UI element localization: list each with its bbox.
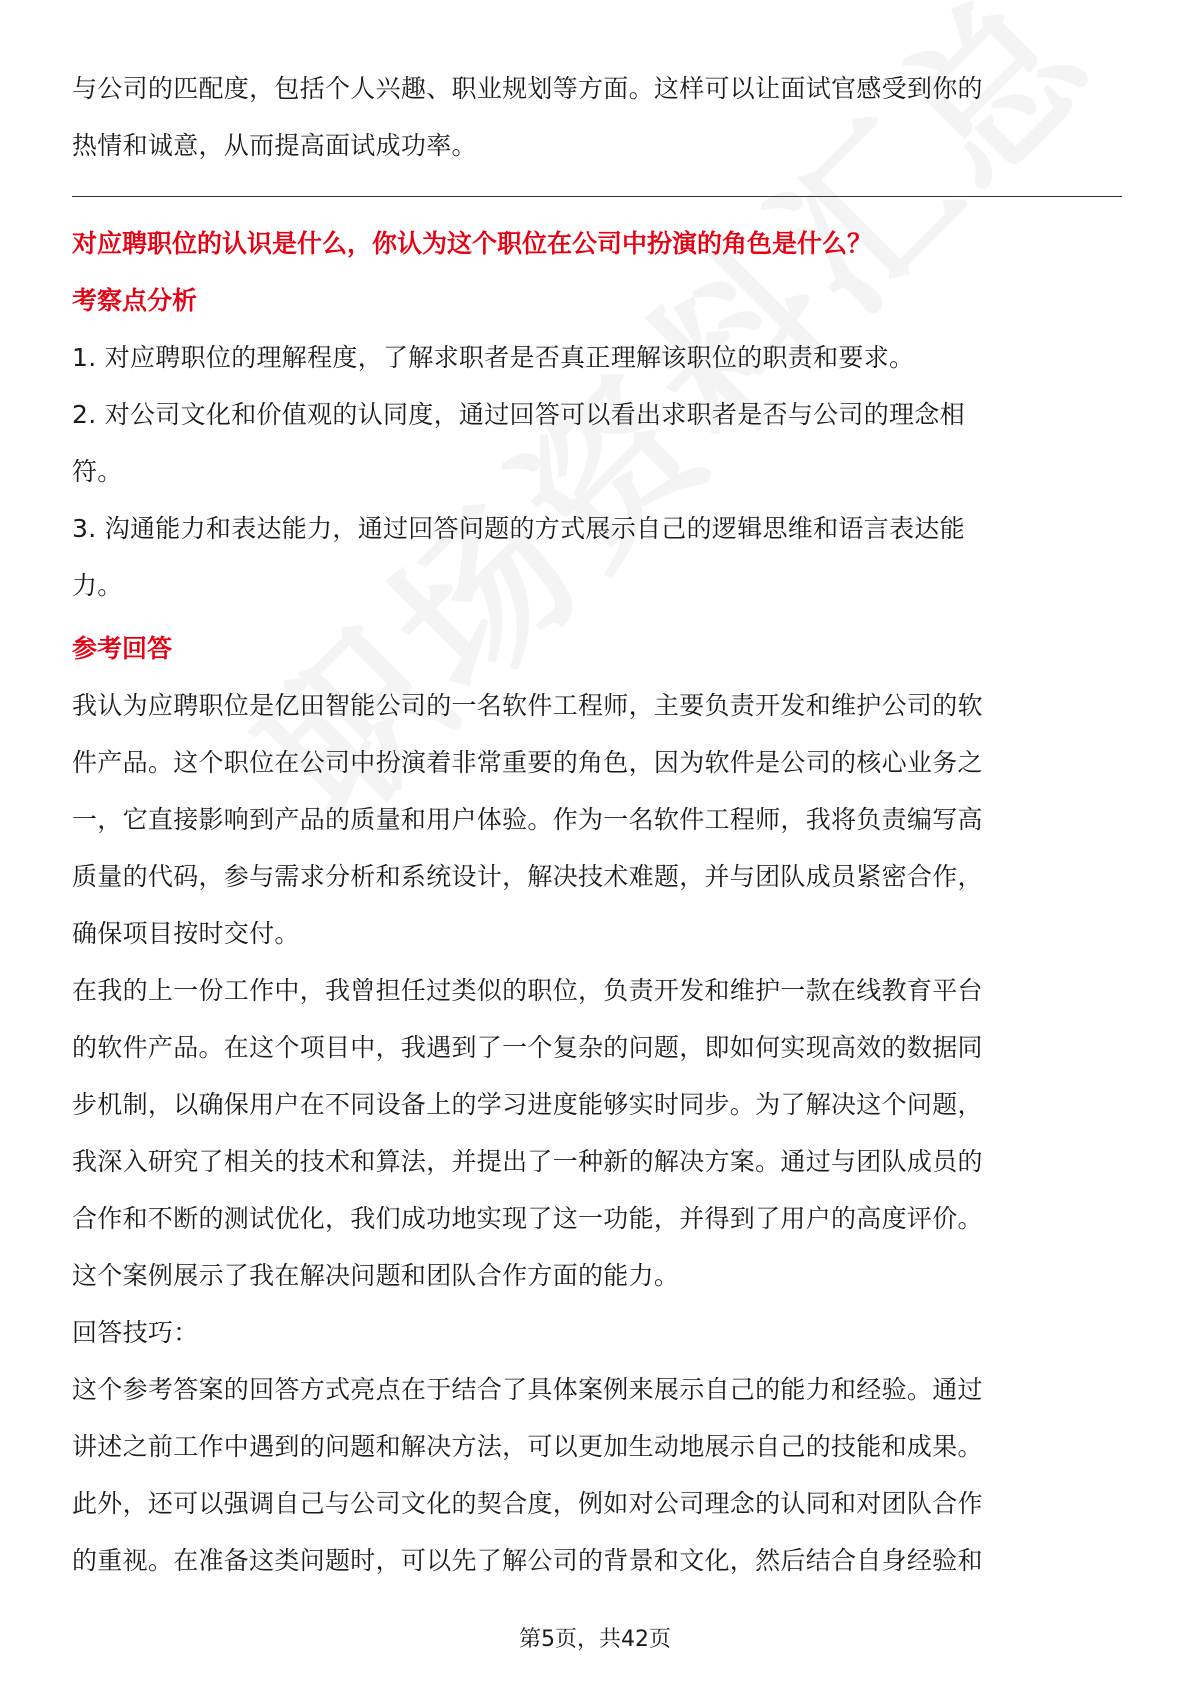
question-heading: 对应聘职位的认识是什么，你认为这个职位在公司中扮演的角色是什么？: [72, 229, 873, 258]
section-divider: [72, 196, 1122, 197]
analysis-points: [72, 329, 1122, 614]
reference-line: 件产品。这个职位在公司中扮演着非常重要的角色，因为软件是公司的核心业务之: [72, 748, 983, 777]
reference-answer: [72, 677, 1122, 1589]
intro-line: 与公司的匹配度，包括个人兴趣、职业规划等方面。这样可以让面试官感受到你的: [72, 74, 983, 103]
reference-line: 确保项目按时交付。: [72, 919, 300, 948]
reference-line: 我深入研究了相关的技术和算法，并提出了一种新的解决方案。通过与团队成员的: [72, 1147, 983, 1176]
reference-line: 这个案例展示了我在解决问题和团队合作方面的能力。: [72, 1261, 680, 1290]
reference-line: 的软件产品。在这个项目中，我遇到了一个复杂的问题，即如何实现高效的数据同: [72, 1033, 983, 1062]
reference-line: 合作和不断的测试优化，我们成功地实现了这一功能，并得到了用户的高度评价。: [72, 1204, 983, 1233]
page-number: 第5页，共42页: [519, 1627, 671, 1652]
analysis-line: 2. 对公司文化和价值观的认同度，通过回答可以看出求职者是否与公司的理念相: [72, 400, 965, 429]
intro-paragraph: [72, 60, 1122, 174]
intro-line: 热情和诚意，从而提高面试成功率。: [72, 131, 477, 160]
reference-title: 参考回答: [72, 634, 173, 663]
analysis-line: 3. 沟通能力和表达能力，通过回答问题的方式展示自己的逻辑思维和语言表达能: [72, 514, 965, 543]
reference-line: 我认为应聘职位是亿田智能公司的一名软件工程师，主要负责开发和维护公司的软: [72, 691, 983, 720]
reference-line: 一，它直接影响到产品的质量和用户体验。作为一名软件工程师，我将负责编写高: [72, 805, 983, 834]
analysis-line: 力。: [72, 571, 123, 600]
reference-line: 讲述之前工作中遇到的问题和解决方法，可以更加生动地展示自己的技能和成果。: [72, 1432, 983, 1461]
reference-line: 的重视。在准备这类问题时，可以先了解公司的背景和文化，然后结合自身经验和: [72, 1546, 983, 1575]
page-content: [72, 60, 1122, 1589]
reference-line: 质量的代码，参与需求分析和系统设计，解决技术难题，并与团队成员紧密合作，: [72, 862, 983, 891]
tips-label: 回答技巧：: [72, 1318, 199, 1347]
reference-line: 这个参考答案的回答方式亮点在于结合了具体案例来展示自己的能力和经验。通过: [72, 1375, 983, 1404]
reference-line: 此外，还可以强调自己与公司文化的契合度，例如对公司理念的认同和对团队合作: [72, 1489, 983, 1518]
reference-line: 步机制，以确保用户在不同设备上的学习进度能够实时同步。为了解决这个问题，: [72, 1090, 983, 1119]
analysis-line: 1. 对应聘职位的理解程度，了解求职者是否真正理解该职位的职责和要求。: [72, 343, 915, 372]
analysis-title: 考察点分析: [72, 286, 198, 315]
reference-line: 在我的上一份工作中，我曾担任过类似的职位，负责开发和维护一款在线教育平台: [72, 976, 983, 1005]
analysis-line: 符。: [72, 457, 123, 486]
